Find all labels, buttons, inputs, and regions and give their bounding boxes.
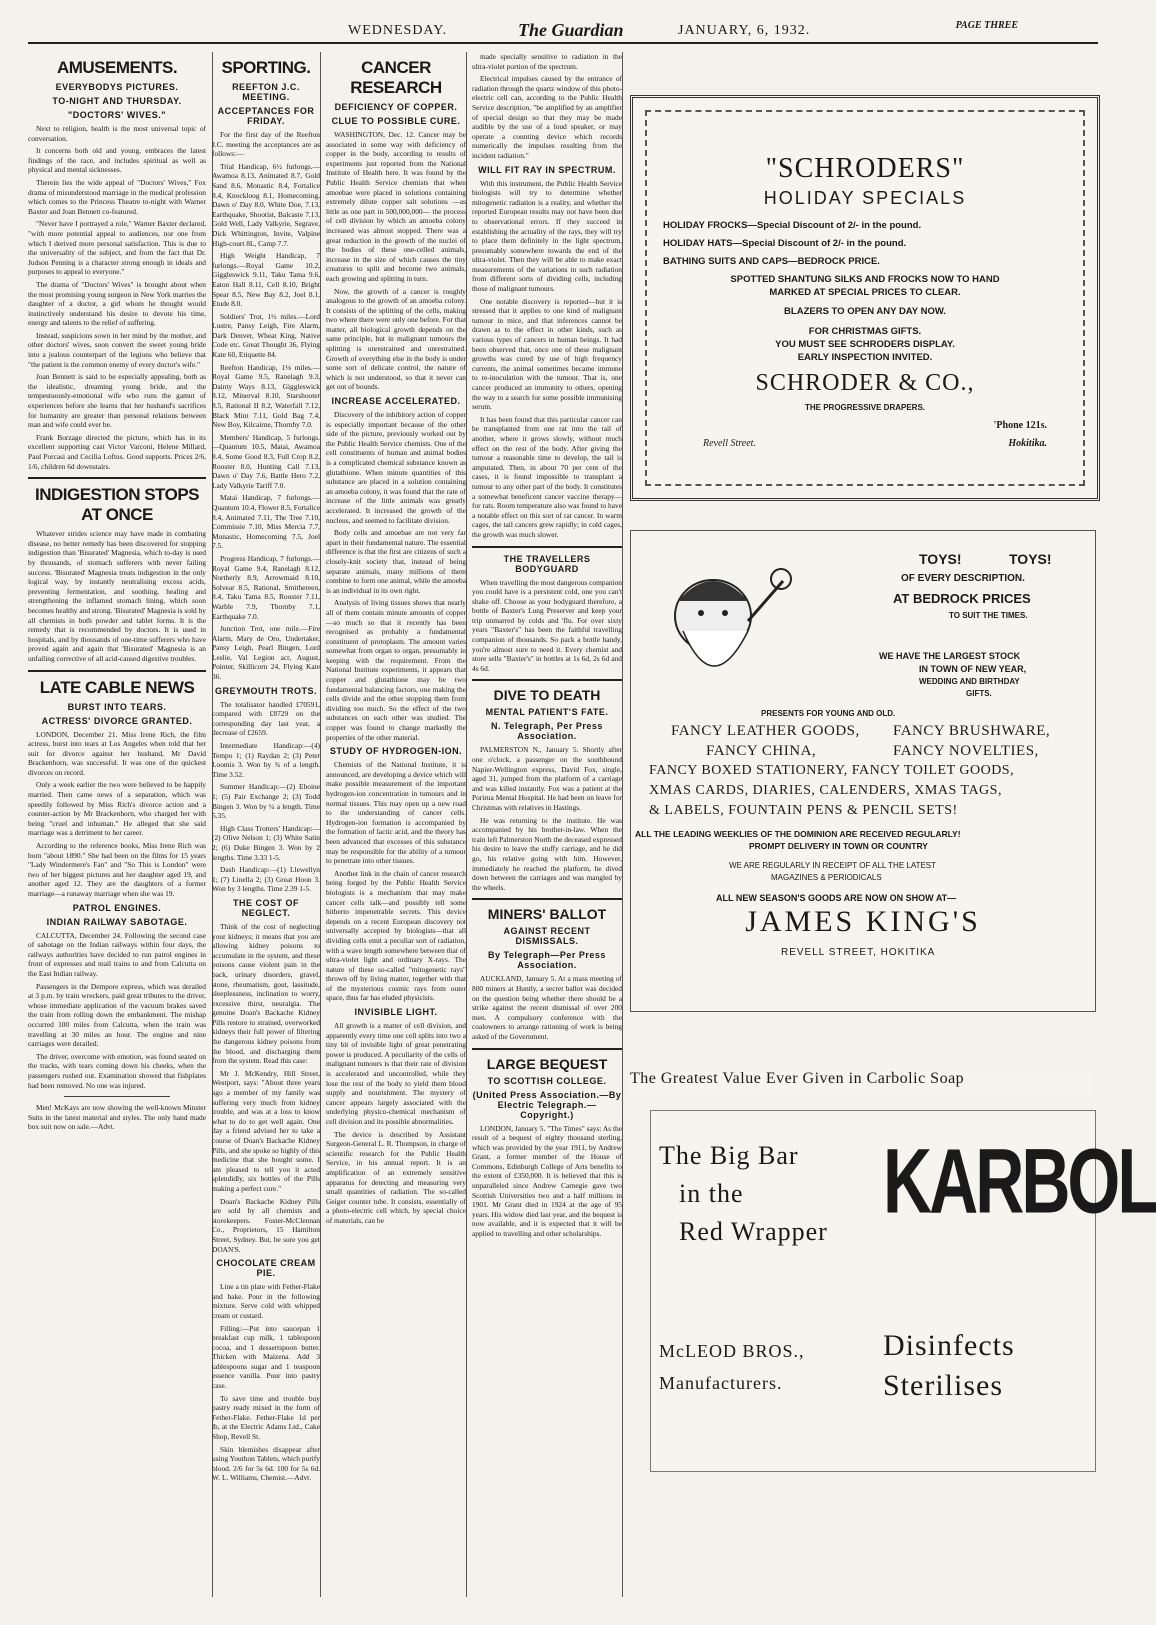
advert-line: EARLY INSPECTION INVITED. [797,352,933,363]
fancy-goods-line: FANCY NOVELTIES, [893,743,1039,759]
paragraph: "Never have I portrayed a role," Warner Baxter declared, "with more potential appeal to audiences, nor one from which I derived more personal satisfaction. This is due to the universality of the subject, and from the fact that Dr. Judson Penning is a character strong enough in ideals and purposes to appeal to everyone." [28,219,206,277]
advert-company: SCHRODER & CO., [755,370,975,396]
advert-line: FOR CHRISTMAS GIFTS. [808,326,922,337]
column-news [472,52,623,1597]
paragraph: Frank Borzage directed the picture, which has in its excellent supporting cast Victor Varconi, Helene Millard, Paul Porcasi and Cecilia Loftus. Good supports. Prices 2/6, 1/6, children 6d downstairs. [28,432,206,471]
karbol-headline [630,1070,1094,1100]
paragraph: Members' Handicap, 5 furlongs.—Quantum 10.5, Matai, Awamoa 8.4, Some Good 8.3, Full Crop 8.2, Rooster 8.0, Hunting Call 7.13, Dawn o' Day 7.6, Battle Hero 7.2, Lady Valkyrie Tariff 7.0. [212,432,320,490]
paragraph: Whatever strides science may have made in combating disease, no better remedy has been discovered for stopping indigestion than 'Bisurated' Magnesia, which to-day is used by thousands, of stomach sufferers with never failing success. 'Bisurated' Magnesia treats indigestion in the only logical way, by instantly neutralising excess acids, preventing fermentation, and soothing, healing and strengthening the inflamed stomach lining, which soon becomes healthy and strong. 'Bisurated' Magnesia is sold by all chemists in both powder and tablet forms. It is the remedy that is recommended by doctors. It is used in hospitals, and by thousands of one-time sufferers who have proved again and again that 'Bisurated' Magnesia is an unfailing corrective of all acid-caused digestive troubles. [28,529,206,663]
advert-line: TO SUIT THE TIMES. [949,611,1028,620]
father-christmas-illustration [653,561,793,711]
paragraph: Analysis of living tissues shows that nearly all of them contain minute amounts of copper—so much so that it recently has been recognised as probably a fundamental constituent of protoplasm. The amount varies somewhat from organ to organ, presumably in keeping with the requirement. From the National Institute experiments, it appears that copper and glutathione may be two fundamental balancing factors, one making the cells divide and the other stopping them from dividing too much. So the effect of the two substances on each other was studied. The copper was found to change markedly the properties of the other material. [326,598,466,742]
column-cancer-research [326,52,467,1597]
subheading: BURST INTO TEARS. [67,701,167,712]
paragraph: Summer Handicap:—(2) Eboine 1; (5) Pair Exchange 2; (3) Todd Bingen 3. Won by ¼ a length. Time 5.35. [212,782,320,821]
subheading: AGAINST RECENT DISMISSALS. [503,926,591,947]
subheading: STUDY OF HYDROGEN-ION. [329,746,463,757]
advert-line: YOU MUST SEE SCHRODERS DISPLAY. [775,339,955,350]
subheading: PATROL ENGINES. [72,902,162,913]
disinfects-label: Disinfects [883,1329,1015,1362]
fancy-goods-line: FANCY BRUSHWARE, [893,723,1051,739]
paragraph: To save time and trouble buy pastry ready mixed in the form of Fether-Flake. Fether-Flake 1d per lb, at the Electric Adams Ltd., Cake Shop, Revell St. [212,1393,320,1442]
karbol-headline-text: The Greatest Value Ever Given in Carbolic Soap [630,1070,965,1087]
subheading: MENTAL PATIENT'S FATE. [485,707,609,718]
advert-address: REVELL STREET, HOKITIKA [781,947,936,958]
subheading: CHOCOLATE CREAM PIE. [216,1258,316,1279]
subheading: (United Press Association.—By Electric Telegraph.—Copyright.) [472,1089,622,1120]
paragraph: High Weight Handicap, 7 furlongs.—Royal Game 10.2, Giggleswick 9.11, Taku Tama 9.6, Eaton Hall 8.11, Cell 8.10, Bright Spear 8.5, New Bay 8.2, Joel 8.1, Etude 8.0. [212,251,320,309]
advert-line: BLAZERS TO OPEN ANY DAY NOW. [784,306,946,317]
paragraph: The drama of "Doctors' Wives" is brought about when the most promising young surgeon in New York marries the daughter of a doctor, a girl whom he thought would instinctively understand his desire to devote his time, energy and talents to the relief of suffering. [28,279,206,328]
subheading: TO-NIGHT AND THURSDAY. [52,96,182,106]
paragraph: Think of the cost of neglecting your kidneys; it means that you are allowing kidney poisons to accumulate in the system, and these poisons cause violent pain in the back, urinary disorders, gravel, stone, rheumatism, gout, lassitude, sleeplessness, inclination to worry, excessive thirst, neuralgia. The genuine Doan's Backache Kidney Pills restore to strained, overworked kidneys their full power of filtering the dangerous kidney poisons from the blood, and discharging them from the system. Read this case: [212,921,320,1066]
paragraph: All growth is a matter of cell division, and apparently every time one cell splits into two a tiny bit of invisible light of great penetrating power is produced. A peculiarity of the cells of malignant tumours is that their rate of division is accelerated and uncontrolled, while they lose the rest of the body to yield them blood supply and nourishment. The mystery of cancer appears largely associated with the underlying physico-chemical mechanism of cell division and its possible abnormalities. [326,1021,466,1126]
subheading: TO SCOTTISH COLLEGE. [487,1075,607,1086]
paragraph: Matai Handicap, 7 furlongs.—Quantum 10.4, Flower 8.5, Fortalice 8.4, Animated 7.11, The Tree 7.10, Commissie 7.10, Miss Mercia 7.7, Monastic, Homecoming 7.5, Joel 7.5. [212,493,320,551]
schroders-advert [630,95,1100,501]
advert-line: WEDDING AND BIRTHDAY [919,677,1020,686]
divider [28,670,206,672]
paragraph: PALMERSTON N., January 5. Shortly after one o'clock, a passenger on the southbound Napier-Wellington express, David Fox, single, aged 31, jumped from the platform of a carriage and was killed instantly. Fox was a patient at the Porirua Mental Hospital. He had been on leave for Christmas with relatives in Hastings. [472,745,622,812]
james-king-advert [630,530,1096,1012]
sporting-heading: SPORTING. [221,58,311,77]
paragraph: Body cells and amoebae are not very far apart in their fundamental nature. The essential difference is that the first are citizens of such a closely-knit society that, instead of being separate animals, many millions of them combine to form one animal, while the amoeba is an individual in its own right. [326,528,466,595]
paragraph: Mr J. McKendry, Hill Street, Westport, says: "About three years ago a member of my family was suffering very much from kidney trouble, and was at a loss to know what to do to get well again. One day a friend advised her to take a course of Doan's Backache Kidney Pills, and she spoke so highly of this medicine that she bought some. I am pleased to tell you it acted splendidly, six bottles of the Pills making a perfect cure." [212,1068,320,1193]
paragraph: Electrical impulses caused by the entrance of radiation through the quartz window of this photo-electric cell can, according to the Public Health Service description, "be amplified by an amplifier of special design so that they may be made audible by the use of a loud speaker, or may operate a counting device which records numerically the impulses resulting from the incident radiation." [472,74,622,160]
masthead-day: WEDNESDAY. [348,23,448,38]
paragraph: Soldiers' Trot, 1½ miles.—Lord Lustre, Pansy Leigh, Fire Alarm, Dark Denver, Wheat King, Native Code etc. Great Thought 36, Flying Kate 60, Etiquette 84. [212,311,320,360]
advert-line: IN TOWN OF NEW YEAR, [919,664,1027,674]
paragraph: Another link in the chain of cancer research being forged by the Public Health Service biologists is a mechanism that may make cancer cells talk—and possibly tell some hitherto impenetrable secrets. This device depends on a recent European discovery not universally accepted by biologists—that all dividing cells emit a peculiar sort of radiation, with a wave length somewhere between that of ultra-violet light and ordinary X-rays. The nature of these so-called "mitogenetic rays" thrown off by living matter, together with that of the mysterious cosmic rays from outer space, thus far has eluded physicists. [326,868,466,1003]
karbol-brand: KARBOL [883,1130,1156,1233]
advert-line: The Big Bar [659,1141,799,1170]
subheading: EVERYBODYS PICTURES. [55,82,179,92]
paragraph: Line a tin plate with Fether-Flake and bake. Pour in the following mixture. Serve cold with whipped cream or custard. [212,1282,320,1320]
paragraph: CALCUTTA, December 24. Following the second case of sabotage on the Indian railways within four days, the railways authorities have decided to run patrol engines in front of expresses and mail trains to and from Calcutta on the East Indian railway. [28,930,206,978]
paragraph: made specially sensitive to radiation in the ultra-violet portion of the spectrum. [472,52,622,71]
paragraph: Joan Bennett is said to be especially appealing, both as the idealistic, dreaming young bride, and the tempestuously-emotional wife who runs the gamut of experiences before she learns that her husband's sacrifices for humanity are greater than personal relations between man and wife could ever be. [28,372,206,430]
advert-phone: 'Phone 121s. [993,420,1047,431]
advert-line: HOLIDAY FROCKS—Special Discount of 2/- in the pound. [663,220,922,231]
paragraph: Men! McKays are now showing the well-known Minster Suits in the latest material and styles. The only hand made box suit now on sale.—Advt. [28,1103,206,1132]
paragraph: Dash Handicap:—(1) Llewellyn 1; (7) Linella 2; (3) Great Hoon 3. Won by 3 lengths. Time 2.39 1-5. [212,865,320,894]
subheading: INDIAN RAILWAY SABOTAGE. [46,916,188,927]
paragraph: Skin blemishes disappear after using Youthon Tablets, which purify blood. 2/6 for 5s 6d. 100 for 5s 6d. W. L. Williams, Chemist.—Advt. [212,1444,320,1483]
paragraph: Filling:—Put into saucepan 1 breakfast cup milk, 1 tablespoon cocoa, and 1 dessertspoon butter. Thicken with Maizena. Add 3 tablespoons sugar and 1 teaspoon essence vanilla. Pour into pastry case. [212,1323,320,1391]
maker-line: Manufacturers. [659,1373,783,1393]
advert-line: MARKED AT SPECIAL PRICES TO CLEAR. [769,287,961,298]
paragraph: Chemists of the National Institute, it is announced, are developing a device which will make possible measurement of the important hydrogen-ion concentration in tumours and in normal tissues. This may open up a new road to the understanding of cancer cells. Hydrogen-ion formation is accompanied by the formation of lactic acid, and the theory has been advanced that excesses of this substance may be responsible for the ability of a tumour to penetrate into other tissues. [326,760,466,866]
advert-line: SPOTTED SHANTUNG SILKS AND FROCKS NOW TO HAND [730,274,1000,285]
subheading: GREYMOUTH TROTS. [215,685,317,696]
subheading: DEFICIENCY OF COPPER. [334,102,458,112]
advert-line: PROMPT DELIVERY IN TOWN OR COUNTRY [749,841,928,851]
advert-line: BATHING SUITS AND CAPS—BEDROCK PRICE. [663,256,880,267]
divider [28,477,206,479]
subheading: By Telegraph—Per Press Association. [488,950,606,971]
miners-ballot-heading: MINERS' BALLOT [487,906,607,923]
maker-line: McLEOD BROS., [659,1341,805,1361]
advert-line: OF EVERY DESCRIPTION. [901,573,1025,584]
paragraph: LONDON, January 5. "The Times" says: As the result of a bequest of eighty thousand sterling, which was provided by the year 1911, by Andrew Grant, a former member of the House of Commons, Edinburgh College of Arts benefits to the extent of £350,000. It is believed that this is unparalleled since Andrew Carnegie gave two Scottish Universities two and a half millions in 1901. Mr Grant died in 1924 at the age of 95 years. His widow died last year, and the bequest is now available, and it is expected that it will be applied to travelling and other scholarships. [472,1123,622,1239]
sterilises-label: Sterilises [883,1369,1003,1402]
advert-line: HOLIDAY HATS—Special Discount of 2/- in the pound. [663,238,907,249]
paragraph: One notable discovery is reported—but it is stressed that it applies to one kind of malignant tumour in mice, and that inferences cannot be drawn as to the effect in other kinds, such as various types of cancers in human beings. It had been observed that, once one of these malignant growths was cured by use of high frequency currents, the animal sometimes became immune to re-inoculation with the tumour. That is, one cancer produced an immunity to others, opening the way to a search for some possible immunising serum. [472,296,622,412]
paragraph: Junction Trot, one mile.—Fire Alarm, Mary de Oro, Undertaker, Pansy Leigh, Pearl Bingen, Lord Leslie, Val Legion acr, August, Pointer, Skillicorn 24, Flying Kate 36. [212,624,320,682]
large-bequest-heading: LARGE BEQUEST [486,1055,608,1072]
subheading: THE COST OF NEGLECT. [233,897,299,918]
subheading: REEFTON J.C. MEETING. [232,82,300,102]
paragraph: Instead, suspicions sown in her mind by the mother, and other doctors' wives, soon convert the sweet young bride into a jealous counterpart of the legions who believe that "the patient is the common enemy of every doctor's wife." [28,330,206,369]
subheading: CLUE TO POSSIBLE CURE. [331,116,461,126]
paragraph: He was returning to the institute. He was accompanied by his brother-in-law. When the train left Palmerston North the deceased expressed his desire to leave the stuffy carriage, and he did go, his relative going with him. However, immediately he reached the platform, he dived down between the carriages and was mangled by the wheels. [472,815,622,892]
james-king-name: JAMES KING'S [745,905,981,938]
fancy-goods-line: & LABELS, FOUNTAIN PENS & PENCIL SETS! [649,803,958,818]
divider [472,1048,622,1050]
advert-tagline: THE PROGRESSIVE DRAPERS. [804,403,926,412]
fancy-goods-line: FANCY BOXED STATIONERY, FANCY TOILET GOODS, [649,763,1015,778]
advert-subtitle: HOLIDAY SPECIALS [763,188,967,208]
column-amusements [28,52,213,1597]
subheading: THE TRAVELLERS BODYGUARD [503,553,591,574]
late-cable-news-heading: LATE CABLE NEWS [39,677,195,697]
advert-line: MAGAZINES & PERIODICALS [771,873,882,882]
paragraph: The device is described by Assistant Surgeon-General L. R. Thompson, in charge of scientific research for the Public Health Service, in his annual report. It is an amplification of an extremely sensitive apparatus for detecting and measuring very small quantities of radiation. The so-called Geiger counter tube. It consists, essentially of a photo-electric cell which, by special choice of materials, can be [326,1129,466,1225]
advert-line: ALL NEW SEASON'S GOODS ARE NOW ON SHOW AT— [716,893,957,903]
subheading: N. Telegraph, Per Press Association. [491,721,603,742]
indigestion-heading: INDIGESTION STOPS AT ONCE [34,485,200,525]
paragraph: Progress Handicap, 7 furlongs.—Royal Game 9.4, Ranelagh 8.12, Northerly 8.9, Arrowmaid 8.10, Solvear 8.5, Rational, Smithereen, 8.4, Taku Tama 8.5, Rooster 7.11, Warble 7.9, Thornby 7.1, Earthquake 7.0. [212,553,320,621]
paragraph: High Class Trotters' Handicap:—(2) Olive Nelson 1; (3) White Satin 2; (6) Duke Bingen 3. Won by 2 lengths. Time 3.33 1-5. [212,823,320,862]
paragraph: Only a week earlier the two were believed to be happily married. Then came news of a separation, which was speedily followed by Miss Rich's divorce action and a counter-action by Mr Brackenhorn, who charged her with being "cruel and inhuman." He alleged that she said marriage was a detriment to her career. [28,780,206,838]
subheading: INCREASE ACCELERATED. [331,396,461,407]
advert-line: AT BEDROCK PRICES [893,591,1031,606]
dive-to-death-heading: DIVE TO DEATH [493,687,601,704]
fancy-goods-line: FANCY CHINA, [706,743,817,759]
divider [472,679,622,681]
divider [64,1096,171,1097]
paragraph: Reefton Handicap, 1⅛ miles.—Royal Game 9.5, Ranelagh 9.3, Dainty Ways 8.13, Giggleswick 8.12, Minerval 8.10, Starshooter 8.5, Rational II 8.2, Waterfall 7.12, Black Mint 7.11, Gold Bag 7.4, New Boy, Kilcairne, Thornby 7.0. [212,362,320,430]
advert-line: GIFTS. [966,689,992,698]
toys-label: TOYS! [1009,551,1052,567]
subheading: WILL FIT RAY IN SPECTRUM. [478,164,616,175]
paragraph: It has been found that this particular cancer can be transplanted from one rat into the tail of another, where it grows slowly, without much effect on the rest of the body. After giving the tumour a reasonable time to develop, the tail is amputated. Then, in about 70 per cent of the cases, it is found impossible to transplant a tumour to any other part of the body. It constitutes a somewhat beneficent cancer vaccine therapy—for rats. Room temperature also was found to have a notable effect on this sort of rat cancer. In warm cages, the tail cancers grew rapidly; in cold cages, the growth was much slower. [472,414,622,539]
subheading: ACTRESS' DIVORCE GRANTED. [41,715,193,726]
masthead-page: PAGE THREE [955,20,1018,31]
paragraph: With this instrument, the Public Health Service biologists will try to determine whether mitogenetic radiation is a reality, and whether the reported European results may not have been due to observational errors. If they succeed in establishing the actuality of the rays, they will try to place them definitely in the light spectrum, presumably somewhere towards the end of the ultra-violet. Then they will be able to make exact measurements of the variations in such radiation from different sorts of dividing cells, including those of malignant tumours. [472,178,622,294]
paragraph: Trial Handicap, 6½ furlongs.—Awamoa 8.13, Animated 8.7, Gold Sand 8.6, Monastic 8.4, Fortalice 8.4, Knockloog 8.1, Homecoming, Dawn o' Day 8.0, White Doe, 7.13, Earthquake, Shootist, Balcaste 7.13, Gold Well, Lady Valkyrie, Segrave, Dick Whittington, Invite, Valpine High-court 8L, Camp 7.7. [212,161,320,248]
masthead [28,20,1098,44]
advert-title: "SCHRODERS" [765,153,965,184]
masthead-paper-name: The Guardian [518,20,624,40]
advert-line: WE HAVE THE LARGEST STOCK [879,651,1021,661]
column-sporting [212,52,321,1597]
paragraph: Next to religion, health is the most universal topic of conversation. [28,124,206,143]
paragraph: When travelling the most dangerous companion you could have is a persistent cold, one you can't shake off. Choose as your bodyguard therefore, a bottle of Baxter's Lung Preserver and keep your trip unmarred by colds and 'flu. For over sixty years "Baxter's" has been the faithful travelling companion of thousands. So pack a bottle handy, you're almost sure to need it. Every chemist and store sells "Baxter's" in bottles at 1s 6d, 2s 6d and 4s 6d. [472,577,622,673]
paragraph: Doan's Backache Kidney Pills are sold by all chemists and storekeepers. Foster-McClennan Co., Proprietors, 15 Hamilton Street, Sydney. But, be sure you get DOAN'S. [212,1196,320,1254]
paragraph: The totalisator handled £70591, compared with £8729 on the corresponding day last year, a decrease of £2659. [212,699,320,738]
subheading: ACCEPTANCES FOR FRIDAY. [217,106,315,126]
paragraph: LONDON, December 21. Miss Irene Rich, the film actress, burst into tears at Los Angeles when told that her suit for divorce against her husband, Mr David Brackenhorn, was successful. It was one of the quickest divorces on record. [28,729,206,777]
paragraph: Discovery of the inhibitory action of copper is especially important because of the other side of the picture, previously worked out by the Public Health Service chemists. One of the cell constituents of human and animal bodies is a complicated chemical substance known as glutathione. When minute quantities of this substance are placed in a solution containing an amoeba colony, it was found that the rate of increase of the little animals was greatly accelerated. It increased the growth of the nucleus, and seemed to facilitate division. [326,410,466,525]
paragraph: Passengers in the Dempore express, which was derailed at 3 p.m. by train wreckers, paid great tributes to the driver, whose immediate application of the vacuum brakes saved the train from rolling down the embankment. The mishap occurred 100 miles from Calcutta, when the train was travelling at 30 miles an hour. The engine and nine carriages were derailed. [28,981,206,1049]
paragraph: WASHINGTON, Dec. 12. Cancer may be associated in some way with deficiency of copper in the body, according to results of experiments just reported from the National Institute of Health here. It was found by the Public Health Service chemists that when amoebae were placed in solutions containing extremely dilute copper salt solutions —as little as one part in 500,000,000— the process of cell division by which an amoeba colony increased was almost stopped. There was a great reduction in the growth of the nuclei of the bodies of these one-celled animals, increase in the size of which causes the tiny creatures to split and become two animals, each growing and splitting in turn. [326,130,466,283]
subheading: "DOCTORS' WIVES." [67,110,167,120]
paragraph: For the first day of the Reefton J.C. meeting the acceptances are as follows:— [212,130,320,159]
paragraph: Therein lies the wide appeal of "Doctors' Wives," Fox drama of misunderstood marriage in the medical profession which comes to the Princess Theatre to-night with Warner Baxter and Joan Bennett co-featured. [28,177,206,216]
karbol-advert [650,1110,1156,1472]
advert-street: Revell Street. [703,438,756,449]
advert-line: ALL THE LEADING WEEKLIES OF THE DOMINION ARE RECEIVED REGULARLY! [635,829,961,839]
advert-town: Hokitika. [1008,438,1047,449]
paragraph: Now, the growth of a cancer is roughly analogous to the growth of an amoeba colony. It consists of the splitting of the cells, making two where there were only one before. For that matter, all biological growth depends on the same principle, but in malignant tumours the splitting is unrestrained and unrestrained. Growth of everything else in the body is under some sort of delicate control, the nature of which is not understood, so that it never can get out of bounds. [326,286,466,392]
fancy-goods-line: FANCY LEATHER GOODS, [671,723,860,739]
subheading: INVISIBLE LIGHT. [354,1007,438,1018]
paragraph: Intermediate Handicap:—(4) Tempo 1; (1) Raydan 2; (3) Peter Loomis 3. Won by ¾ of a length. Time 3.52. [212,741,320,779]
toys-label: TOYS! [919,551,962,567]
paragraph: According to the reference books, Miss Irene Rich was born "about 1890." She had been on the films for 15 years "Lady Windermere's Fan" and "So This is London" were two of her biggest pictures and her daughter aged 19, and another aged 12. They are the daughters of a former marriage—a runaway marriage when she was 19. [28,841,206,898]
paragraph: AUCKLAND, January 5. At a mass meeting of 800 miners at Huntly, a secret ballot was decided on the question being whether there should be a strike against the recent dismissal of over 200 men. A compulsory conference with the coalowners to arrange rationing of work is being asked of the Government. [472,974,622,1041]
paragraph: The driver, overcome with emotion, was found seated on the tracks, with tears coming down his cheeks, when the passengers rushed out. Examination showed that fishplates had been removed. No one was injured. [28,1051,206,1090]
paragraph: It concerns both old and young, embraces the latest findings of the race, and includes spiritual as well as physical and mental sicknesses. [28,146,206,175]
divider [472,546,622,548]
cancer-research-heading: CANCER RESEARCH [350,58,442,97]
divider [472,898,622,900]
advert-line: Red Wrapper [679,1217,828,1246]
advert-line: in the [679,1179,744,1208]
fancy-goods-line: XMAS CARDS, DIARIES, CALENDERS, XMAS TAGS, [649,783,1002,798]
advert-line: WE ARE REGULARLY IN RECEIPT OF ALL THE LATEST [729,861,937,870]
masthead-date: JANUARY, 6, 1932. [678,23,811,38]
advert-line: PRESENTS FOR YOUNG AND OLD. [761,709,896,718]
amusements-heading: AMUSEMENTS. [56,58,178,77]
